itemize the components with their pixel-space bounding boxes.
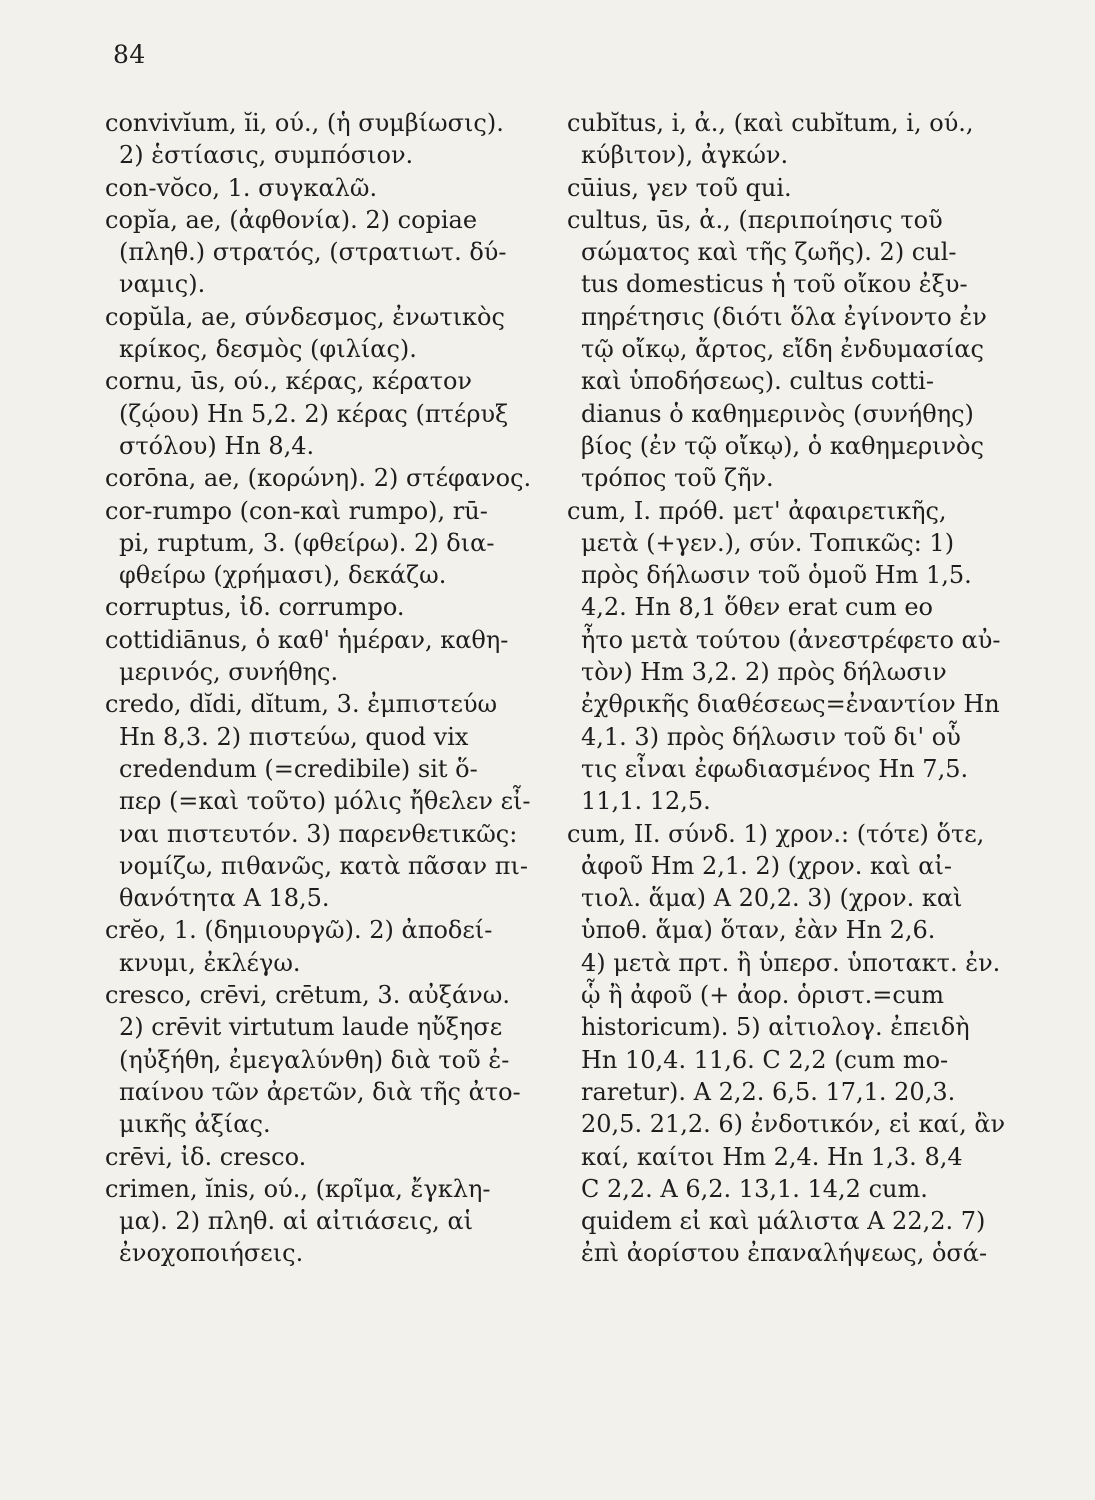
- left-column: [105, 107, 545, 1270]
- dictionary-line: cor-rumpo (con-καὶ rumpo), rū-: [105, 496, 488, 525]
- dictionary-line: 4) μετὰ πρτ. ἢ ὑπερσ. ὑποτακτ. ἐν.: [581, 948, 1001, 977]
- dictionary-line: dianus ὁ καθημερινὸς (συνήθης): [581, 399, 974, 428]
- dictionary-line: μετὰ (+γεν.), σύν. Τοπικῶς: 1): [581, 528, 955, 557]
- dictionary-line: cum, II. σύνδ. 1) χρον.: (τότε) ὅτε,: [567, 819, 985, 848]
- dictionary-line: ἐπὶ ἀορίστου ἐπαναλήψεως, ὁσά-: [581, 1239, 988, 1268]
- dictionary-line: (ζῴου) Hn 5,2. 2) κέρας (πτέρυξ: [119, 399, 509, 428]
- dictionary-line: convivĭum, ĭi, ού., (ἡ συμβίωσις).: [105, 109, 504, 137]
- dictionary-line: θανότητα A 18,5.: [119, 884, 330, 913]
- dictionary-line: pi, ruptum, 3. (φθείρω). 2) δια-: [119, 528, 495, 557]
- right-column: [567, 107, 1006, 1270]
- dictionary-line: (πληθ.) στρατός, (στρατιωτ. δύ-: [119, 238, 507, 267]
- dictionary-line: μερινός, συνήθης.: [119, 658, 339, 687]
- dictionary-line: 11,1. 12,5.: [581, 787, 711, 816]
- dictionary-line: copŭla, ae, σύνδεσμος, ἐνωτικὸς: [105, 302, 505, 331]
- dictionary-line: quidem εἰ καὶ μάλιστα A 22,2. 7): [581, 1207, 986, 1236]
- dictionary-line: ἐνοχοποιήσεις.: [119, 1239, 304, 1268]
- dictionary-line: 4,2. Hn 8,1 ὅθεν erat cum eo: [581, 593, 933, 622]
- dictionary-line: τιολ. ἅμα) A 20,2. 3) (χρον. καὶ: [581, 884, 963, 913]
- dictionary-line: credo, dĭdi, dĭtum, 3. ἐμπιστεύω: [105, 690, 498, 719]
- dictionary-line: τῷ οἴκῳ, ἄρτος, εἴδη ἐνδυμασίας: [581, 335, 984, 364]
- dictionary-line: πηρέτησις (διότι ὅλα ἐγίνοντο ἐν: [581, 302, 987, 331]
- dictionary-line: cūius, γεν τοῦ qui.: [567, 173, 792, 202]
- dictionary-line: cornu, ūs, ού., κέρας, κέρατον: [105, 367, 473, 396]
- dictionary-line: ναι πιστευτόν. 3) παρενθετικῶς:: [119, 819, 518, 848]
- dictionary-line: φθείρω (χρήμασι), δεκάζω.: [119, 561, 447, 590]
- dictionary-line: περ (=καὶ τοῦτο) μόλις ἤθελεν εἶ-: [119, 787, 531, 816]
- dictionary-line: κύβιτον), ἀγκών.: [581, 141, 789, 170]
- dictionary-line: 2) ἑστίασις, συμπόσιον.: [119, 141, 414, 170]
- dictionary-line: βίος (ἐν τῷ οἴκῳ), ὁ καθημερινὸς: [581, 431, 984, 460]
- dictionary-line: σώματος καὶ τῆς ζωῆς). 2) cul-: [581, 238, 957, 267]
- dictionary-line: corōna, ae, (κορώνη). 2) στέφανος.: [105, 464, 532, 493]
- dictionary-line: raretur). A 2,2. 6,5. 17,1. 20,3.: [581, 1077, 956, 1106]
- dictionary-line: con-vŏco, 1. συγκαλῶ.: [105, 173, 378, 202]
- dictionary-line: crimen, ĭnis, ού., (κρῖμα, ἔγκλη-: [105, 1174, 491, 1203]
- dictionary-line: C 2,2. A 6,2. 13,1. 14,2 cum.: [581, 1174, 928, 1203]
- dictionary-line: corruptus, ἰδ. corrumpo.: [105, 593, 405, 622]
- dictionary-line: (ηὐξήθη, ἐμεγαλύνθη) διὰ τοῦ ἐ-: [119, 1045, 510, 1074]
- dictionary-line: cresco, crēvi, crētum, 3. αὐξάνω.: [105, 981, 510, 1010]
- dictionary-line: πρὸς δήλωσιν τοῦ ὁμοῦ Hm 1,5.: [581, 561, 972, 590]
- dictionary-line: historicum). 5) αἰτιολογ. ἐπειδὴ: [581, 1013, 970, 1042]
- dictionary-line: νομίζω, πιθανῶς, κατὰ πᾶσαν πι-: [119, 851, 528, 880]
- dictionary-line: cubĭtus, i, ἀ., (καὶ cubĭtum, i, ού.,: [567, 109, 974, 137]
- dictionary-line: τις εἶναι ἐφωδιασμένος Hn 7,5.: [581, 754, 969, 783]
- dictionary-line: ὑποθ. ἅμα) ὅταν, ἐὰν Hn 2,6.: [581, 916, 936, 945]
- dictionary-line: credendum (=credibile) sit ὅ-: [119, 754, 478, 783]
- dictionary-line: crēvi, ἰδ. cresco.: [105, 1142, 307, 1171]
- dictionary-line: μα). 2) πληθ. αἱ αἰτιάσεις, αἱ: [119, 1207, 474, 1236]
- dictionary-line: 20,5. 21,2. 6) ἐνδοτικόν, εἰ καί, ἂν: [581, 1110, 1006, 1139]
- dictionary-line: τὸν) Hm 3,2. 2) πρὸς δήλωσιν: [581, 658, 947, 687]
- dictionary-line: cultus, ūs, ἀ., (περιποίησις τοῦ: [567, 205, 943, 234]
- dictionary-line: copĭa, ae, (ἀφθονία). 2) copiae: [105, 205, 478, 234]
- dictionary-line: μικῆς ἀξίας.: [119, 1110, 271, 1139]
- dictionary-line: κνυμι, ἐκλέγω.: [119, 948, 301, 977]
- dictionary-line: Hn 10,4. 11,6. C 2,2 (cum mo-: [581, 1045, 949, 1074]
- dictionary-line: Hn 8,3. 2) πιστεύω, quod vix: [119, 722, 469, 751]
- dictionary-line: καὶ ὑποδήσεως). cultus cotti-: [581, 367, 934, 396]
- page-number: 84: [113, 40, 146, 69]
- dictionary-line: παίνου τῶν ἀρετῶν, διὰ τῆς ἀτο-: [119, 1077, 521, 1106]
- dictionary-line: tus domesticus ἡ τοῦ οἴκου ἐξυ-: [581, 270, 968, 299]
- dictionary-line: ᾧ ἢ ἀφοῦ (+ ἀορ. ὁριστ.=cum: [581, 981, 945, 1010]
- dictionary-line: καί, καίτοι Hm 2,4. Hn 1,3. 8,4: [581, 1142, 963, 1171]
- dictionary-line: στόλου) Hn 8,4.: [119, 431, 315, 460]
- dictionary-line: crĕo, 1. (δημιουργῶ). 2) ἀποδεί-: [105, 916, 493, 945]
- dictionary-line: 2) crēvit virtutum laude ηὔξησε: [119, 1013, 503, 1042]
- dictionary-line: cottidiānus, ὁ καθ' ἡμέραν, καθη-: [105, 625, 509, 654]
- dictionary-line: ἀφοῦ Hm 2,1. 2) (χρον. καὶ αἰ-: [581, 851, 952, 880]
- dictionary-line: τρόπος τοῦ ζῆν.: [581, 464, 774, 493]
- dictionary-line: ἐχθρικῆς διαθέσεως=ἐναντίον Hn: [581, 690, 1000, 719]
- dictionary-line: 4,1. 3) πρὸς δήλωσιν τοῦ δι' οὗ: [581, 722, 961, 751]
- dictionary-line: κρίκος, δεσμὸς (φιλίας).: [119, 335, 417, 364]
- dictionary-line: ναμις).: [119, 270, 206, 299]
- dictionary-line: ἦτο μετὰ τούτου (ἀνεστρέφετο αὐ-: [581, 625, 1001, 654]
- dictionary-line: cum, I. πρόθ. μετ' ἀφαιρετικῆς,: [567, 496, 947, 525]
